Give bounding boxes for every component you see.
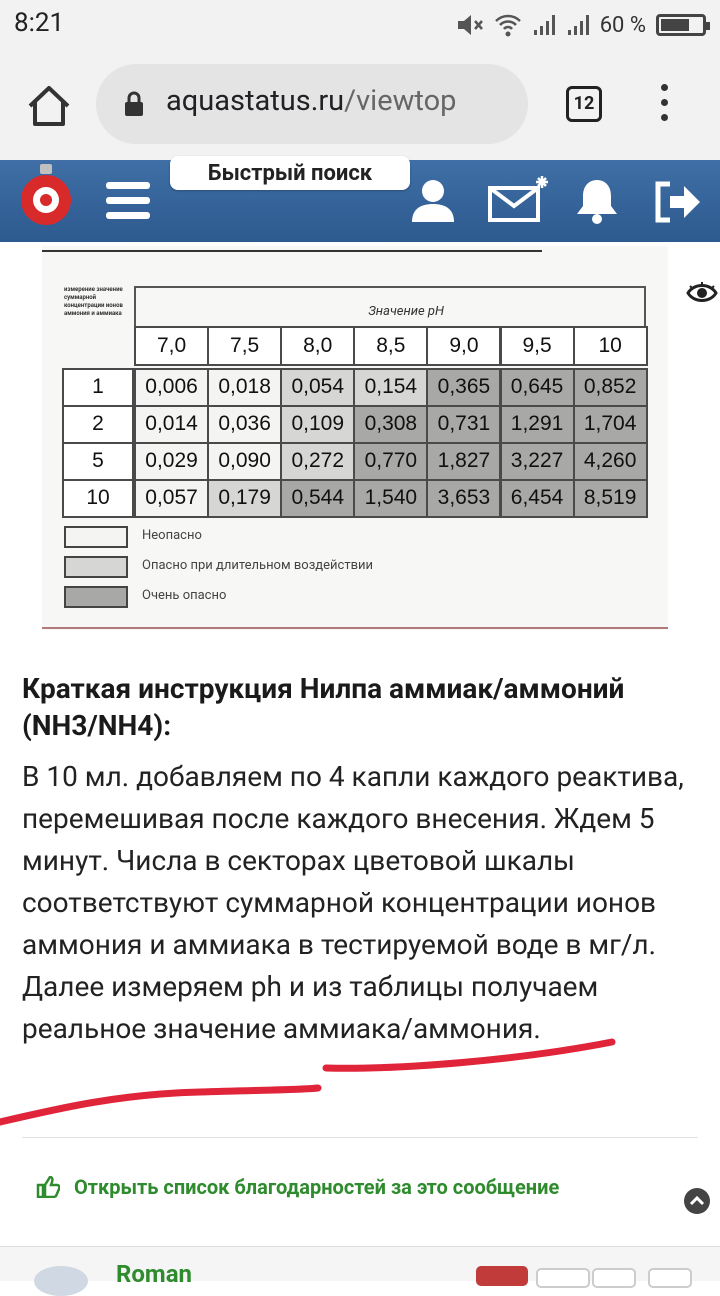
post-action-button[interactable] [592,1268,636,1288]
ammonia-value-cell: 0,731 [426,405,501,444]
ammonia-value-cell: 0,006 [134,368,209,407]
status-time: 8:21 [14,8,65,38]
url-text[interactable] [166,84,456,118]
eye-icon[interactable] [686,282,718,304]
ammonia-value-cell: 0,109 [280,405,355,444]
tab-switcher-button[interactable]: 12 [566,86,602,122]
ph-header-cell: 9,0 [426,326,501,366]
ph-title: Значение pH [368,304,444,319]
legend-label-danger: Очень опасно [142,588,227,603]
post-body: В 10 мл. добавляем по 4 капли каждого реактива, перемешивая после каждого внесения. Ждем 5 минут. Числа в секторах цветовой шкалы соответствуют суммарной концентрации ионов аммония и аммиака в тестируемой воде в мг/л. Далее измеряем ph и из таблицы получаем реальное значение аммиака/аммония. [22,760,684,1045]
ammonia-value-cell: 0,645 [500,368,575,407]
url-path: /viewtop [344,84,457,118]
ammonia-value-cell: 3,653 [426,479,501,518]
ammonia-value-cell: 1,540 [353,479,428,518]
legend-swatch-safe [64,526,128,548]
legend-swatch-danger [64,586,128,608]
battery-icon [656,14,706,36]
post-action-button[interactable] [648,1268,692,1288]
ammonia-value-cell: 1,291 [500,405,575,444]
ammonia-value-cell: 0,090 [207,442,282,481]
christmas-ornament-logo-icon[interactable] [18,164,74,226]
mute-icon [456,13,484,37]
ammonia-value-cell: 8,519 [573,479,648,518]
ammonia-value-cell: 0,770 [353,442,428,481]
wifi-icon [494,13,522,37]
ph-header-cell: 10 [573,326,648,366]
ph-title-cell [134,286,646,328]
legend-label-safe: Неопасно [142,528,202,543]
status-icons [456,6,706,44]
logout-icon[interactable] [652,180,702,224]
ammonia-value-cell: 0,179 [207,479,282,518]
ph-header-cell: 7,5 [207,326,282,366]
battery-percent: 60 % [599,12,646,38]
thanks-link[interactable] [36,1172,559,1202]
concentration-row-label: 10 [62,479,134,518]
ammonia-value-cell: 0,154 [353,368,428,407]
ammonia-value-cell: 0,054 [280,368,355,407]
ammonia-value-cell: 0,057 [134,479,209,518]
divider-line [42,250,542,252]
ammonia-value-cell: 3,227 [500,442,575,481]
ammonia-value-cell: 0,308 [353,405,428,444]
thumbs-up-icon [36,1176,60,1198]
concentration-row-label: 2 [62,405,134,444]
chevron-up-icon [684,1188,710,1214]
url-domain: aquastatus.ru [166,84,345,118]
legend-swatch-medium [64,556,128,578]
ammonia-value-cell: 1,704 [573,405,648,444]
thanks-link-label[interactable]: Открыть список благодарностей за это сообщение [74,1175,560,1199]
post-author[interactable]: Roman [116,1260,193,1288]
ph-header-cell: 8,5 [353,326,428,366]
table-header-note: измерение значение суммарной концентрации ионов аммония и аммиака [64,286,123,317]
user-icon[interactable] [410,178,456,222]
home-icon[interactable] [24,82,74,130]
signal-icon [532,13,556,37]
ammonia-value-cell: 0,029 [134,442,209,481]
ammonia-value-cell: 0,365 [426,368,501,407]
legend-label-medium: Опасно при длительном воздействии [142,558,374,573]
concentration-row-label: 1 [62,368,134,407]
post-action-button[interactable] [536,1268,590,1288]
overflow-menu-icon[interactable] [656,84,672,128]
ammonia-value-cell: 1,827 [426,442,501,481]
table-corner-cell [62,326,134,366]
ph-header-cell: 9,5 [500,326,575,366]
post-divider [22,1137,698,1138]
avatar[interactable] [34,1266,88,1296]
ammonia-value-cell: 0,544 [280,479,355,518]
signal-icon-2 [566,13,590,37]
ph-header-cell: 7,0 [134,326,209,366]
ammonia-value-cell: 0,036 [207,405,282,444]
red-underline-annotation [0,1030,720,1130]
ammonia-value-cell: 0,272 [280,442,355,481]
quick-search-button[interactable]: Быстрый поиск [170,156,410,190]
divider-line [42,627,668,629]
lock-icon [122,91,146,117]
concentration-row-label: 5 [62,442,134,481]
ammonia-value-cell: 0,852 [573,368,648,407]
ammonia-value-cell: 4,260 [573,442,648,481]
post-title: Краткая инструкция Нилпа аммиак/аммоний (NH3/NH4): [22,672,625,742]
ammonia-value-cell: 6,454 [500,479,575,518]
ph-header-cell: 8,0 [280,326,355,366]
post-badge[interactable] [476,1266,528,1286]
ammonia-value-cell: 0,018 [207,368,282,407]
scroll-up-button[interactable] [684,1188,710,1214]
menu-icon[interactable] [106,182,150,220]
ammonia-value-cell: 0,014 [134,405,209,444]
mail-icon[interactable] [488,174,550,222]
bell-icon[interactable] [574,176,620,224]
